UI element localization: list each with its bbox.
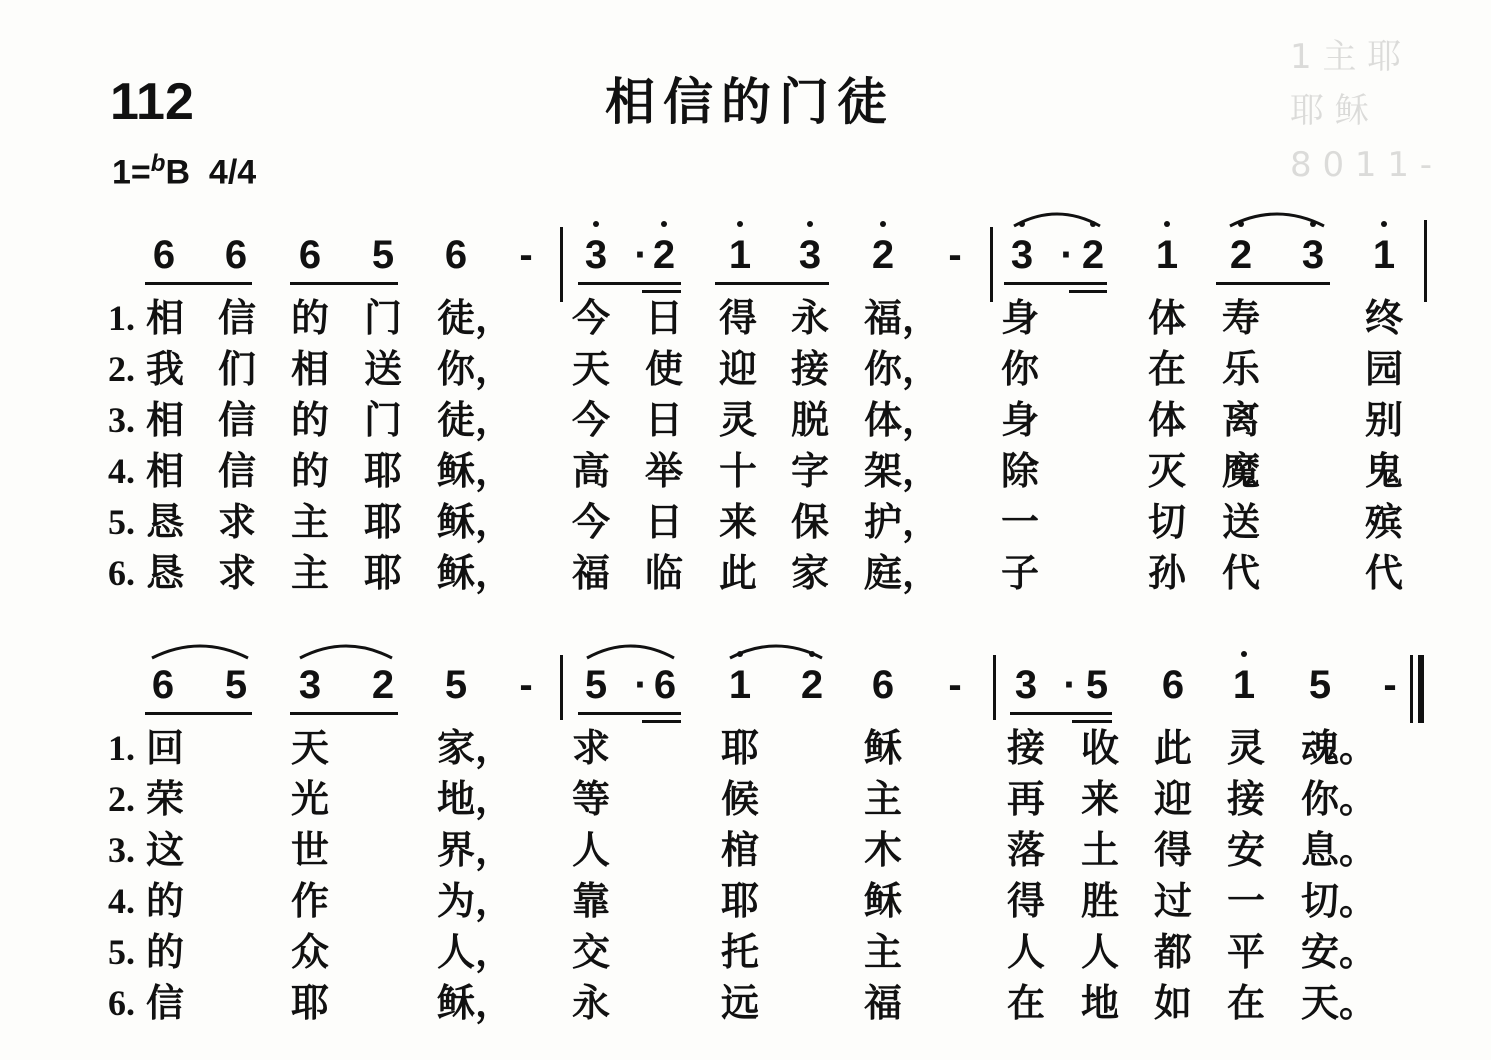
note: 1	[1372, 233, 1396, 277]
lyric-char: 过	[1154, 878, 1193, 923]
lyric-char: 地，	[437, 776, 514, 821]
lyric-char: 人	[1081, 929, 1120, 974]
note: 1	[1155, 233, 1179, 277]
lyric-char: 都	[1154, 929, 1193, 974]
lyric-char: 相	[291, 346, 330, 391]
verse-number: 6.	[108, 983, 135, 1023]
note: 3	[1010, 233, 1034, 277]
verse-number: 4.	[108, 451, 135, 491]
lyric-char: 永	[572, 980, 611, 1025]
lyric-char: 恳	[146, 550, 185, 595]
lyric-char: 迎	[1154, 776, 1193, 821]
lyric-char: 魂。	[1301, 725, 1378, 770]
lyric-char: 得	[719, 295, 758, 340]
lyric-char: 体	[1148, 397, 1187, 442]
lyric-char: 等	[572, 776, 611, 821]
tie-slur	[1228, 208, 1326, 228]
note: 3	[584, 233, 608, 277]
key-note: B	[165, 153, 190, 192]
lyric-char: 殡	[1365, 499, 1404, 544]
lyric-char: 来	[1081, 776, 1120, 821]
lyric-char: 一	[1001, 499, 1040, 544]
augmentation-dot: ·	[634, 233, 648, 277]
tie-slur	[150, 640, 250, 660]
octave-dot	[807, 221, 813, 227]
note: 5	[584, 663, 608, 707]
lyric-char: 接	[791, 346, 830, 391]
lyric-char: 送	[364, 346, 403, 391]
lyric-char: 使	[645, 346, 684, 391]
key-prefix: 1=	[112, 153, 151, 192]
sixteenth-underline	[642, 290, 681, 293]
octave-dot	[1381, 221, 1387, 227]
eighth-underline	[145, 282, 252, 285]
verse-number: 3.	[108, 400, 135, 440]
lyric-char: 护，	[864, 499, 941, 544]
lyric-char: 子	[1001, 550, 1040, 595]
lyric-char: 日	[645, 295, 684, 340]
note: 2	[871, 233, 895, 277]
lyric-char: 一	[1227, 878, 1266, 923]
dash-extension: -	[948, 663, 962, 707]
lyric-char: 人	[572, 827, 611, 872]
lyric-char: 天。	[1301, 980, 1378, 1025]
lyric-char: 灵	[1227, 725, 1266, 770]
note: 6	[444, 233, 468, 277]
lyric-char: 天	[291, 725, 330, 770]
lyric-char: 世	[291, 827, 330, 872]
lyric-char: 交	[572, 929, 611, 974]
lyric-char: 徒，	[437, 295, 514, 340]
lyric-char: 庭，	[864, 550, 941, 595]
lyric-char: 相	[146, 295, 185, 340]
lyric-char: 终	[1365, 295, 1404, 340]
eighth-underline	[578, 282, 681, 285]
lyric-char: 信	[218, 397, 257, 442]
lyric-char: 的	[291, 448, 330, 493]
lyric-char: 稣，	[437, 980, 514, 1025]
lyric-char: 收	[1081, 725, 1120, 770]
augmentation-dot: ·	[634, 663, 648, 707]
note: 6	[224, 233, 248, 277]
lyric-char: 相	[146, 397, 185, 442]
lyric-char: 平	[1227, 929, 1266, 974]
note: 1	[728, 663, 752, 707]
lyric-char: 安	[1227, 827, 1266, 872]
lyric-char: 此	[719, 550, 758, 595]
lyric-char: 靠	[572, 878, 611, 923]
lyric-char: 福，	[864, 295, 941, 340]
lyric-char: 托	[721, 929, 760, 974]
lyric-char: 鬼	[1365, 448, 1404, 493]
lyric-char: 举	[645, 448, 684, 493]
verse-number: 3.	[108, 830, 135, 870]
tie-slur	[298, 640, 394, 660]
note: 3	[1014, 663, 1038, 707]
lyric-char: 棺	[721, 827, 760, 872]
lyric-char: 安。	[1301, 929, 1378, 974]
lyric-char: 地	[1081, 980, 1120, 1025]
lyric-char: 耶	[721, 725, 760, 770]
lyric-char: 我	[146, 346, 185, 391]
lyric-char: 信	[218, 295, 257, 340]
lyric-char: 家	[791, 550, 830, 595]
lyric-char: 你。	[1301, 776, 1378, 821]
lyric-char: 得	[1154, 827, 1193, 872]
note: 6	[151, 663, 175, 707]
lyric-char: 主	[864, 776, 903, 821]
tie-slur	[585, 640, 676, 660]
lyric-char: 家，	[437, 725, 514, 770]
lyric-char: 信	[218, 448, 257, 493]
lyric-char: 代	[1365, 550, 1404, 595]
note: 5	[444, 663, 468, 707]
lyric-char: 得	[1007, 878, 1046, 923]
lyric-char: 求	[572, 725, 611, 770]
note: 5	[1308, 663, 1332, 707]
lyric-char: 耶	[364, 448, 403, 493]
lyric-char: 福	[572, 550, 611, 595]
eighth-underline	[290, 282, 398, 285]
augmentation-dot: ·	[1060, 233, 1074, 277]
note: 6	[653, 663, 677, 707]
lyric-char: 魔	[1222, 448, 1261, 493]
lyric-char: 求	[218, 550, 257, 595]
lyric-char: 体，	[864, 397, 941, 442]
lyric-char: 稣	[864, 878, 903, 923]
lyric-char: 的	[291, 397, 330, 442]
dash-extension: -	[948, 233, 962, 277]
lyric-char: 你，	[437, 346, 514, 391]
lyric-char: 的	[146, 878, 185, 923]
lyric-char: 再	[1007, 776, 1046, 821]
page-title: 相信的门徒	[605, 73, 895, 131]
lyric-char: 这	[146, 827, 185, 872]
lyric-char: 耶	[364, 499, 403, 544]
lyric-char: 徒，	[437, 397, 514, 442]
note: 6	[1161, 663, 1185, 707]
lyric-char: 主	[864, 929, 903, 974]
lyric-char: 十	[719, 448, 758, 493]
note: 3	[798, 233, 822, 277]
sixteenth-underline	[1072, 720, 1112, 723]
eighth-underline	[715, 282, 829, 285]
ghost-line: 8 0 1 1 -	[1290, 145, 1433, 185]
bar-line	[560, 655, 563, 720]
lyric-char: 门	[364, 397, 403, 442]
lyric-char: 门	[364, 295, 403, 340]
lyric-char: 耶	[364, 550, 403, 595]
final-bar-thin	[1410, 655, 1413, 723]
dash-extension: -	[519, 663, 533, 707]
lyric-char: 架，	[864, 448, 941, 493]
lyric-char: 离	[1222, 397, 1261, 442]
lyric-char: 们	[218, 346, 257, 391]
lyric-char: 在	[1007, 980, 1046, 1025]
tie-slur	[1012, 208, 1102, 228]
note: 2	[371, 663, 395, 707]
augmentation-dot: ·	[1063, 663, 1077, 707]
lyric-char: 信	[146, 980, 185, 1025]
lyric-char: 身	[1001, 397, 1040, 442]
lyric-char: 保	[791, 499, 830, 544]
lyric-char: 耶	[721, 878, 760, 923]
verse-number: 2.	[108, 349, 135, 389]
bar-line	[990, 227, 993, 302]
lyric-char: 代	[1222, 550, 1261, 595]
lyric-char: 稣，	[437, 550, 514, 595]
note: 3	[298, 663, 322, 707]
lyric-char: 日	[645, 397, 684, 442]
hymn-number: 112	[110, 73, 194, 131]
lyric-char: 接	[1227, 776, 1266, 821]
lyric-char: 你，	[864, 346, 941, 391]
lyric-char: 来	[719, 499, 758, 544]
lyric-char: 人	[1007, 929, 1046, 974]
lyric-char: 相	[146, 448, 185, 493]
lyric-char: 为，	[437, 878, 514, 923]
time-signature: 4/4	[208, 153, 257, 192]
eighth-underline	[290, 712, 398, 715]
lyric-char: 日	[645, 499, 684, 544]
eighth-underline	[578, 712, 681, 715]
note: 2	[800, 663, 824, 707]
lyric-char: 荣	[146, 776, 185, 821]
lyric-char: 作	[291, 878, 330, 923]
note: 1	[728, 233, 752, 277]
octave-dot	[1241, 651, 1247, 657]
lyric-char: 灵	[719, 397, 758, 442]
tie-slur	[728, 640, 824, 660]
note: 5	[224, 663, 248, 707]
lyric-char: 稣，	[437, 499, 514, 544]
bar-line	[560, 227, 563, 302]
lyric-char: 乐	[1222, 346, 1261, 391]
bar-line	[993, 655, 996, 720]
lyric-char: 除	[1001, 448, 1040, 493]
lyric-char: 耶	[291, 980, 330, 1025]
octave-dot	[661, 221, 667, 227]
lyric-char: 园	[1365, 346, 1404, 391]
lyric-char: 脱	[791, 397, 830, 442]
lyric-char: 此	[1154, 725, 1193, 770]
note: 5	[1085, 663, 1109, 707]
eighth-underline	[1004, 282, 1107, 285]
eighth-underline	[145, 712, 252, 715]
lyric-char: 界，	[437, 827, 514, 872]
lyric-char: 寿	[1222, 295, 1261, 340]
lyric-char: 候	[721, 776, 760, 821]
lyric-char: 远	[721, 980, 760, 1025]
lyric-char: 身	[1001, 295, 1040, 340]
note: 6	[298, 233, 322, 277]
note: 1	[1232, 663, 1256, 707]
verse-number: 4.	[108, 881, 135, 921]
note: 2	[1081, 233, 1105, 277]
note: 2	[1229, 233, 1253, 277]
lyric-char: 灭	[1148, 448, 1187, 493]
note: 2	[652, 233, 676, 277]
lyric-char: 字	[791, 448, 830, 493]
lyric-char: 在	[1227, 980, 1266, 1025]
sixteenth-underline	[1069, 290, 1107, 293]
lyric-char: 别	[1365, 397, 1404, 442]
lyric-char: 今	[572, 397, 611, 442]
verse-number: 6.	[108, 553, 135, 593]
lyric-char: 人，	[437, 929, 514, 974]
note: 6	[871, 663, 895, 707]
sixteenth-underline	[642, 720, 681, 723]
lyric-char: 息。	[1301, 827, 1378, 872]
lyric-char: 孙	[1148, 550, 1187, 595]
lyric-char: 稣，	[437, 448, 514, 493]
lyric-char: 木	[864, 827, 903, 872]
lyric-char: 接	[1007, 725, 1046, 770]
key-signature	[112, 142, 256, 194]
verse-number: 2.	[108, 779, 135, 819]
lyric-char: 临	[645, 550, 684, 595]
lyric-char: 送	[1222, 499, 1261, 544]
note: 6	[152, 233, 176, 277]
ghost-line: 耶 稣	[1290, 91, 1369, 131]
lyric-char: 永	[791, 295, 830, 340]
lyric-char: 今	[572, 295, 611, 340]
lyric-char: 今	[572, 499, 611, 544]
lyric-char: 体	[1148, 295, 1187, 340]
flat-sign: b	[150, 150, 166, 177]
verse-number: 5.	[108, 502, 135, 542]
lyric-char: 的	[291, 295, 330, 340]
lyric-char: 的	[146, 929, 185, 974]
ghost-line: 1 主 耶	[1290, 37, 1402, 77]
octave-dot	[880, 221, 886, 227]
lyric-char: 土	[1081, 827, 1120, 872]
lyric-char: 胜	[1081, 878, 1120, 923]
lyric-char: 回	[146, 725, 185, 770]
eighth-underline	[1216, 282, 1330, 285]
dash-extension: -	[1383, 663, 1397, 707]
eighth-underline	[1010, 712, 1112, 715]
octave-dot	[737, 221, 743, 227]
verse-number: 1.	[108, 298, 135, 338]
lyric-char: 在	[1148, 346, 1187, 391]
verse-number: 1.	[108, 728, 135, 768]
lyric-char: 如	[1154, 980, 1193, 1025]
bar-line	[1424, 220, 1427, 302]
lyric-char: 恳	[146, 499, 185, 544]
verse-number: 5.	[108, 932, 135, 972]
lyric-char: 你	[1001, 346, 1040, 391]
dash-extension: -	[519, 233, 533, 277]
lyric-char: 主	[291, 499, 330, 544]
lyric-char: 落	[1007, 827, 1046, 872]
lyric-char: 稣	[864, 725, 903, 770]
lyric-char: 主	[291, 550, 330, 595]
lyric-char: 光	[291, 776, 330, 821]
lyric-char: 切。	[1301, 878, 1378, 923]
lyric-char: 天	[572, 346, 611, 391]
lyric-char: 福	[864, 980, 903, 1025]
final-bar-thick	[1418, 655, 1424, 723]
lyric-char: 求	[218, 499, 257, 544]
lyric-char: 切	[1148, 499, 1187, 544]
octave-dot	[1164, 221, 1170, 227]
lyric-char: 众	[291, 929, 330, 974]
note: 5	[371, 233, 395, 277]
note: 3	[1301, 233, 1325, 277]
lyric-char: 迎	[719, 346, 758, 391]
octave-dot	[593, 221, 599, 227]
lyric-char: 高	[572, 448, 611, 493]
